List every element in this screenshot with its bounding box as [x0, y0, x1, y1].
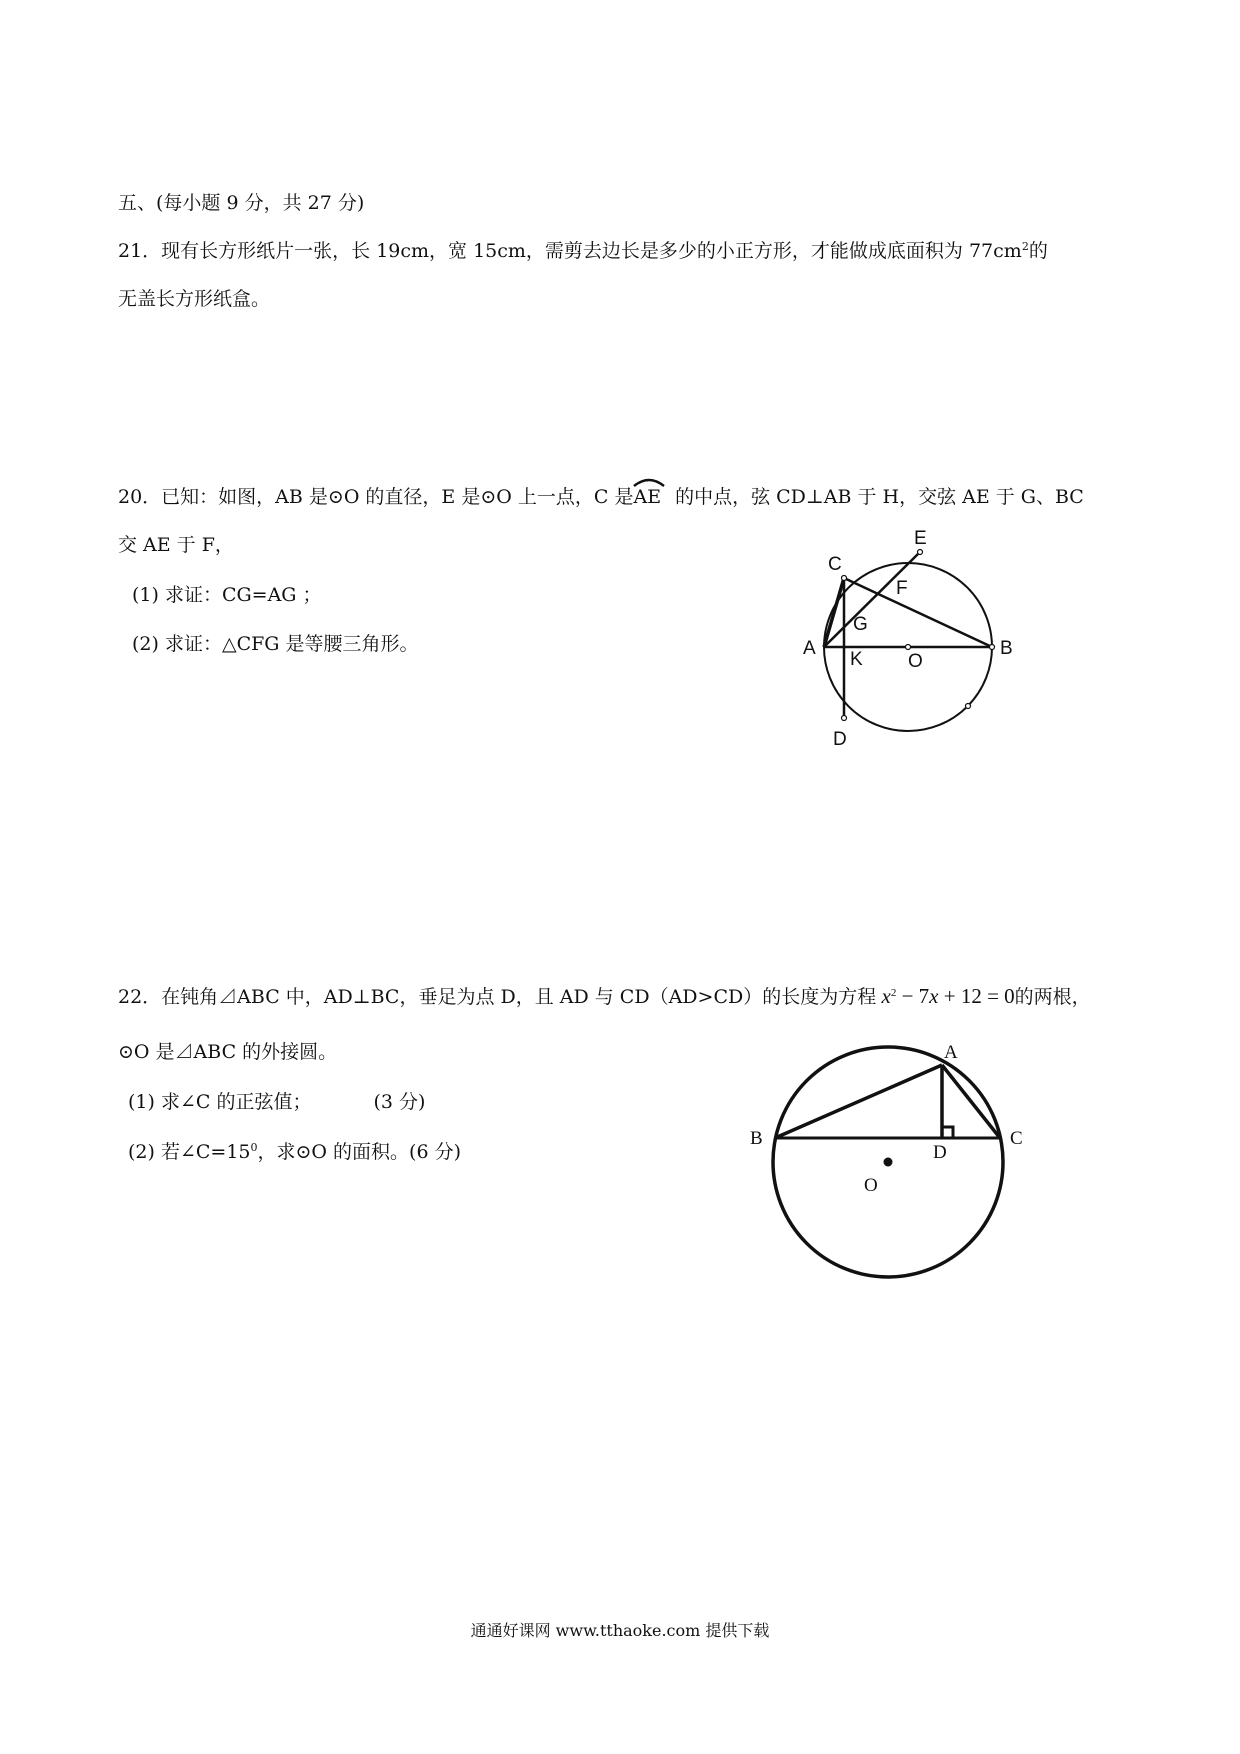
q21-sup: 2: [1021, 240, 1029, 253]
q22-part2-text-b: ，求⊙O 的面积。(6 分): [257, 1141, 462, 1163]
q20-circle-figure: [770, 520, 1040, 750]
q20-text-a: 20．已知：如图，AB 是⊙O 的直径，E 是⊙O 上一点，C 是: [118, 486, 634, 508]
page-footer: 通通好课网 www.tthaoke.com 提供下载: [470, 1621, 770, 1640]
q20-arc-notation: [633, 488, 661, 507]
q22-label-c: C: [1010, 1128, 1023, 1149]
q22-part1: [128, 1093, 425, 1112]
q21-line1: [118, 242, 1048, 261]
q22-eq-tail: + 12 = 0: [938, 984, 1015, 1008]
q22-line1: [118, 986, 1091, 1007]
q20-point-b: [990, 645, 995, 650]
q20-label-k: K: [850, 649, 863, 670]
q20-point-extra: [966, 704, 971, 709]
q20-part1: (1) 求证：CG=AG ；: [132, 584, 322, 606]
q20-label-d: D: [833, 729, 847, 750]
arc-symbol-icon: [631, 472, 671, 490]
q20-label-o: O: [908, 651, 923, 672]
q22-eq-rest: − 7: [896, 984, 930, 1008]
q20-label-g: G: [853, 614, 868, 635]
q22-eq-x2: x: [929, 984, 939, 1008]
q22-eq-x: x: [881, 984, 891, 1008]
q20-label-a: A: [803, 638, 816, 659]
q21-text-a: 21．现有长方形纸片一张，长 19cm，宽 15cm，需剪去边长是多少的小正方形，才能做成底面积为 77cm: [118, 240, 1022, 262]
q20-line1: [118, 488, 1084, 507]
q20-point-o: [906, 645, 911, 650]
q20-label-e: E: [914, 528, 927, 549]
q20-arc-label: AE: [633, 486, 662, 508]
q22-line2: ⊙O 是⊿ABC 的外接圆。: [118, 1041, 338, 1063]
q22-part2-sup: 0: [250, 1141, 258, 1154]
q20-part2: (2) 求证：△CFG 是等腰三角形。: [132, 633, 419, 655]
q22-equation: [876, 984, 1014, 1008]
q22-circle-figure: [740, 1030, 1040, 1290]
q22-label-d: D: [933, 1142, 947, 1163]
q20-label-f: F: [896, 578, 908, 599]
q20-point-e: [918, 550, 923, 555]
q22-text-b: 的两根，: [1014, 986, 1091, 1008]
q22-label-b: B: [750, 1128, 763, 1149]
q21-text-b: 的: [1028, 240, 1048, 262]
q22-segment-ab: [775, 1065, 942, 1138]
q21-line2: 无盖长方形纸盒。: [118, 288, 271, 310]
q20-label-b: B: [1000, 638, 1013, 659]
section-heading: 五、(每小题 9 分，共 27 分): [118, 192, 365, 214]
q20-segment-cb: [844, 578, 992, 647]
q20-point-d: [842, 716, 847, 721]
q22-label-a: A: [944, 1042, 958, 1063]
q22-part1-score: (3 分): [373, 1091, 426, 1113]
q22-part2: [128, 1143, 461, 1162]
q22-eq-sup: 2: [890, 987, 897, 999]
q20-label-c: C: [828, 554, 842, 575]
q22-part2-text-a: (2) 若∠C=15: [128, 1141, 251, 1163]
q20-line2: 交 AE 于 F，: [118, 534, 234, 556]
q20-text-b: 的中点，弦 CD⊥AB 于 H，交弦 AE 于 G、BC: [675, 486, 1084, 508]
q22-center-dot: [884, 1158, 893, 1167]
q20-point-c: [842, 576, 847, 581]
q22-text-a: 22．在钝角⊿ABC 中，AD⊥BC，垂足为点 D，且 AD 与 CD（AD>CD）的长度为方程: [118, 986, 877, 1008]
q22-label-o: O: [864, 1175, 878, 1196]
q22-part1-text: (1) 求∠C 的正弦值；: [128, 1091, 312, 1113]
